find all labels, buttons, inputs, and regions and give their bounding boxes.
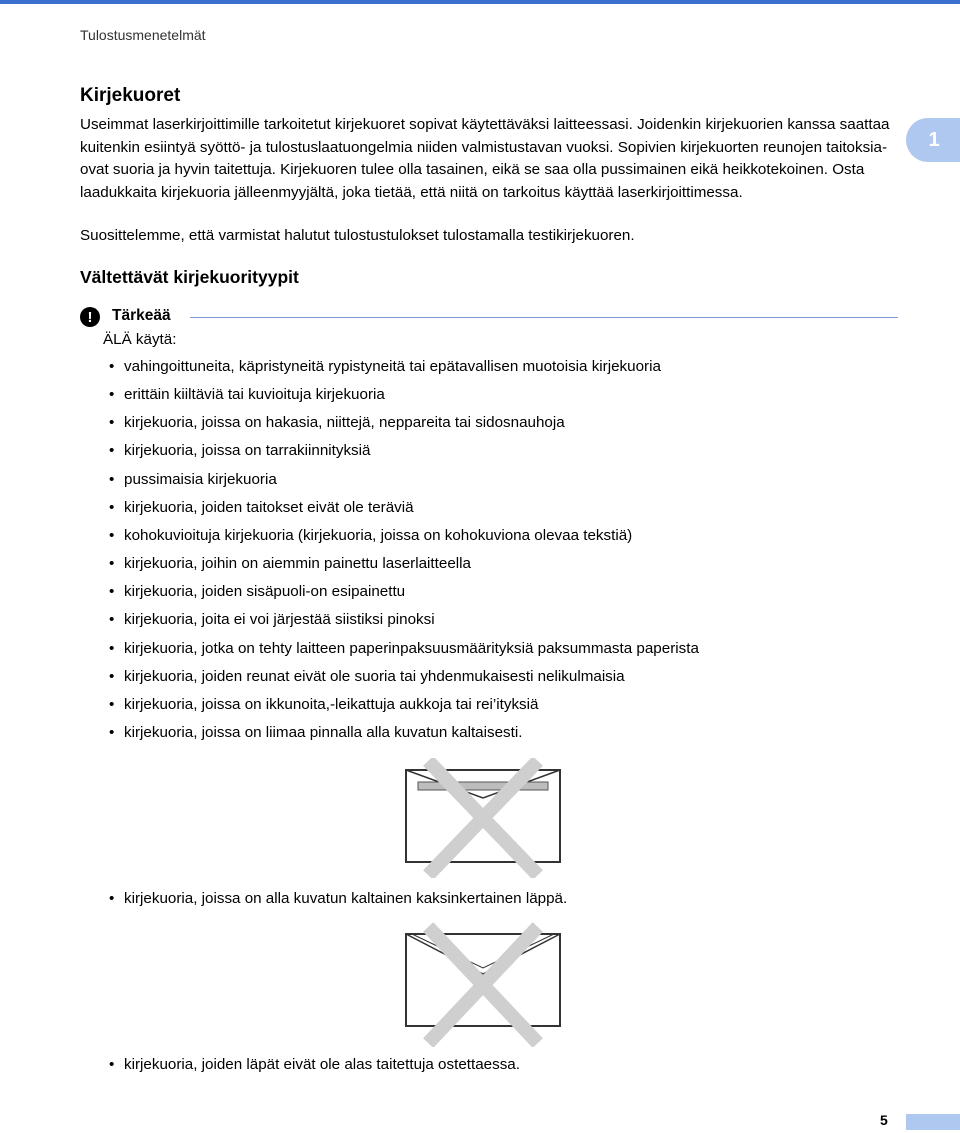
recommendation-paragraph: Suosittelemme, että varmistat halutut tulostustulokset tulostamalla testikirjekuoren. — [80, 227, 635, 244]
subsection-title: Vältettävät kirjekuorityypit — [80, 267, 299, 287]
list-item: • erittäin kiiltäviä tai kuvioituja kirjekuoria — [109, 386, 385, 403]
list-item: • kirjekuoria, joiden reunat eivät ole suoria tai yhdenmukaisesti nelikulmaisia — [109, 668, 625, 685]
list-item: • vahingoittuneita, käpristyneitä rypistyneitä tai epätavallisen muotoisia kirjekuoria — [109, 358, 661, 375]
list-item: • kirjekuoria, joiden sisäpuoli-on esipainettu — [109, 583, 406, 600]
page-number-tab — [906, 1114, 960, 1130]
list-item: • kirjekuoria, joiden taitokset eivät ole teräviä — [109, 499, 414, 516]
page-number: 5 — [880, 1112, 888, 1128]
list-item: • kirjekuoria, jotka on tehty laitteen paperinpaksuusmäärityksiä paksummasta paperista — [109, 640, 699, 657]
list-item: • kirjekuoria, joihin on aiemmin painettu laserlaitteella — [109, 555, 471, 572]
list-item: • kirjekuoria, joissa on alla kuvatun kaltainen kaksinkertainen läppä. — [109, 890, 568, 907]
important-intro: ÄLÄ käytä: — [103, 331, 177, 348]
chapter-tab: 1 — [906, 118, 960, 162]
intro-paragraph: Useimmat laserkirjoittimille tarkoitetut kirjekuoret sopivat käytettäväksi laitteessasi. Joidenkin kirjekuorien kanssa saattaa kuitenkin esiintyä syöttö- ja tulostuslaatuongelmia niiden valmistustavan vuoksi. Sopivien kirjekuorten reunojen taitoksia-ovat suoria ja hyvin taitettuja. Kirjekuoren tulee olla tasainen, eikä se saa olla pussimainen eikä heikkotekoinen. Osta laadukkaita kirjekuoria jälleenmyyjältä, joka tietää, että niitä on tarkoitus käyttää laserkirjoittimessa. — [80, 116, 890, 201]
glue-envelope-figure — [398, 758, 568, 878]
top-rule — [0, 0, 960, 4]
running-header: Tulostusmenetelmät — [80, 27, 206, 43]
list-item: • kirjekuoria, joissa on tarrakiinnityksiä — [109, 442, 371, 459]
list-item: • pussimaisia kirjekuoria — [109, 471, 277, 488]
list-item: • kirjekuoria, joiden läpät eivät ole alas taitettuja ostettaessa. — [109, 1056, 520, 1073]
important-rule — [190, 317, 898, 318]
list-item: • kirjekuoria, joissa on hakasia, niittejä, neppareita tai sidosnauhoja — [109, 414, 565, 431]
double-flap-envelope-figure — [398, 922, 568, 1047]
list-item: • kirjekuoria, joissa on ikkunoita,-leikattuja aukkoja tai rei’ityksiä — [109, 696, 539, 713]
exclamation-icon: ! — [80, 307, 100, 327]
important-label: Tärkeää — [112, 307, 171, 324]
glue-strip — [418, 782, 548, 790]
list-item: • kirjekuoria, joita ei voi järjestää siistiksi pinoksi — [109, 611, 435, 628]
section-title: Kirjekuoret — [80, 85, 181, 106]
list-item: • kirjekuoria, joissa on liimaa pinnalla alla kuvatun kaltaisesti. — [109, 724, 523, 741]
list-item: • kohokuvioituja kirjekuoria (kirjekuoria, joissa on kohokuviona olevaa tekstiä) — [109, 527, 633, 544]
